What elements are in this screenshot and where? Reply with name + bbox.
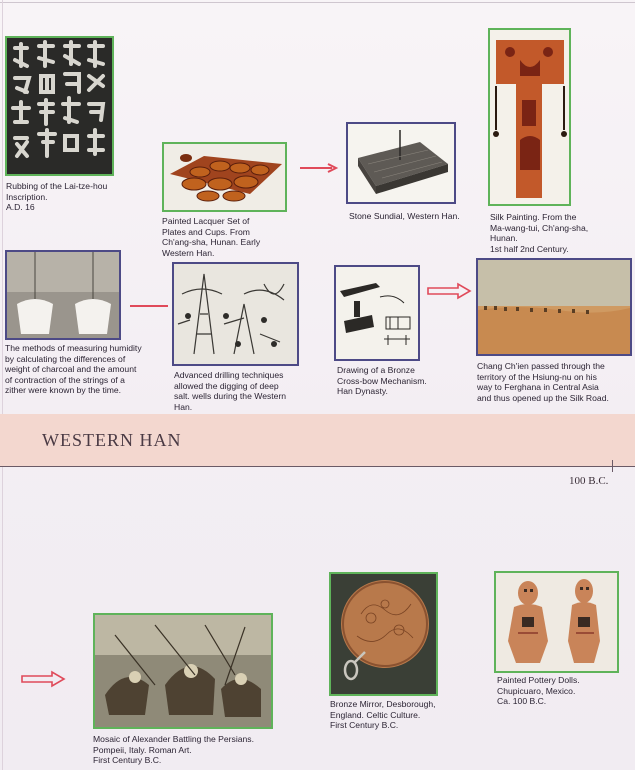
top-rule [0, 2, 635, 3]
rubbing-caption: Rubbing of the Lai-tze-hou Inscription. A.D. 16 [6, 181, 108, 213]
crossbow-caption: Drawing of a Bronze Cross-bow Mechanism. Han Dynasty. [337, 365, 427, 397]
period-title: WESTERN HAN [42, 430, 182, 450]
sundial-image [346, 122, 456, 204]
arrow-icon [128, 300, 172, 312]
drilling-image [172, 262, 299, 366]
timeline-year: 100 B.C. [569, 475, 609, 487]
sundial-caption: Stone Sundial, Western Han. [349, 211, 460, 221]
lacquer-caption: Painted Lacquer Set of Plates and Cups. From Ch'ang-sha, Hunan. Early Western Han. [162, 216, 261, 258]
timeline-tick [612, 460, 613, 472]
drilling-caption: Advanced drilling techniques allowed the digging of deep salt. wells during the Western Han. [174, 370, 287, 412]
silk-painting-image [488, 28, 571, 206]
rubbing-image [5, 36, 114, 176]
arrow-icon [298, 162, 340, 174]
silk-painting-caption: Silk Painting. From the Ma-wang-tui, Ch'ang-sha, Hunan. 1st half 2nd Century. [490, 212, 589, 254]
humidity-caption: The methods of measuring humidity by calculating the differences of weight of charcoal and the amount of contraction of the strings of a zither were known by the time. [5, 343, 142, 396]
dolls-image [494, 571, 619, 673]
mirror-image [329, 572, 438, 696]
silk-road-caption: Chang Ch'ien passed through the territory of the Hsiung-nu on his way to Ferghana in Central Asia and thus opened up the Silk Road. [477, 361, 609, 403]
crossbow-image [334, 265, 420, 361]
mosaic-image [93, 613, 273, 729]
silk-road-image [476, 258, 632, 356]
left-rule [2, 0, 3, 770]
humidity-image [5, 250, 121, 340]
arrow-icon [20, 670, 68, 688]
arrow-icon [426, 282, 474, 300]
lacquer-image [162, 142, 287, 212]
mirror-caption: Bronze Mirror, Desborough, England. Celtic Culture. First Century B.C. [330, 699, 436, 731]
mosaic-caption: Mosaic of Alexander Battling the Persians. Pompeii, Italy. Roman Art. First Century B.C. [93, 734, 254, 766]
dolls-caption: Painted Pottery Dolls. Chupicuaro, Mexico. Ca. 100 B.C. [497, 675, 580, 707]
timeline-rule [0, 466, 635, 467]
